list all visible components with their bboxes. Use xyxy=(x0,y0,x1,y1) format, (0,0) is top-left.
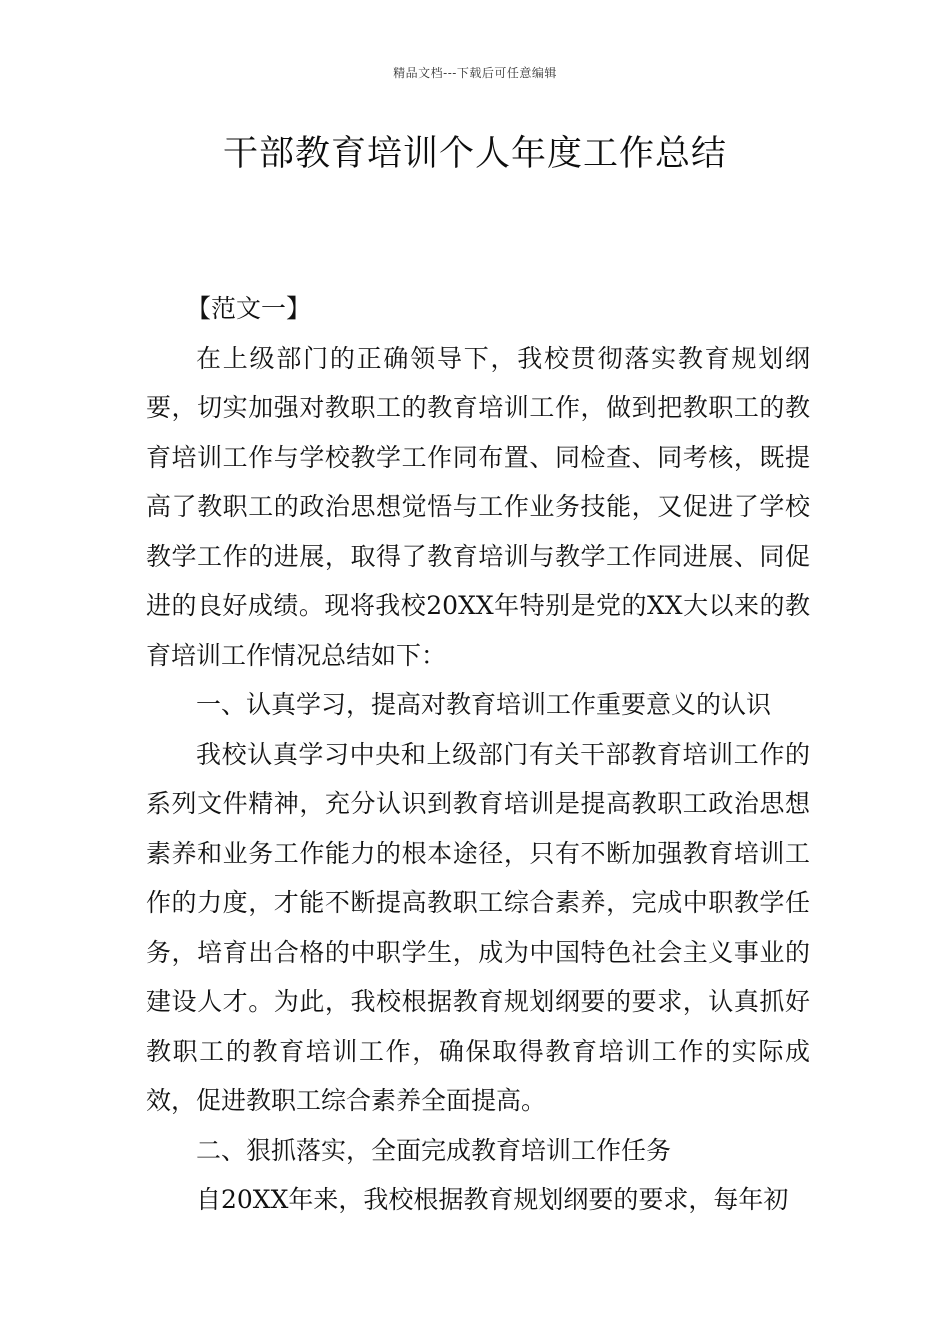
heading-section-1: 一、认真学习，提高对教育培训工作重要意义的认识 xyxy=(196,690,772,719)
document-title: 干部教育培训个人年度工作总结 xyxy=(222,134,727,174)
heading-section-2: 二、狠抓落实，全面完成教育培训工作任务 xyxy=(196,1135,672,1165)
header-note: 精品文档---下载后可任意编辑 xyxy=(393,66,557,80)
paragraph-intro: 在上级部门的正确领导下，我校贯彻落实教育规划纲要，切实加强对教职工的教育培训工作，做到把教职工的教育培训工作与学校教学工作同布置、同检查、同考核，既提高了教职工的政治思想觉悟与工作业务技能，又促进了学校教学工作的进展，取得了教育培训与教学工作同进展、同促进的良好成绩。现将我校20XX年特别是党的XX大以来的教育培训工作情况总结如下： xyxy=(146,343,810,670)
document-body xyxy=(146,284,810,1225)
paragraph-section-1: 我校认真学习中央和上级部门有关干部教育培训工作的系列文件精神，充分认识到教育培训是提高教职工政治思想素养和业务工作能力的根本途径，只有不断加强教育培训工作的力度，才能不断提高教职工综合素养，完成中职教学任务，培育出合格的中职学生，成为中国特色社会主义事业的建设人才。为此，我校根据教育规划纲要的要求，认真抓好教职工的教育培训工作，确保取得教育培训工作的实际成效，促进教职工综合素养全面提高。 xyxy=(146,739,810,1115)
section-tag: 【范文一】 xyxy=(186,294,312,323)
paragraph-section-2: 自20XX年来，我校根据教育规划纲要的要求，每年初 xyxy=(196,1185,789,1214)
